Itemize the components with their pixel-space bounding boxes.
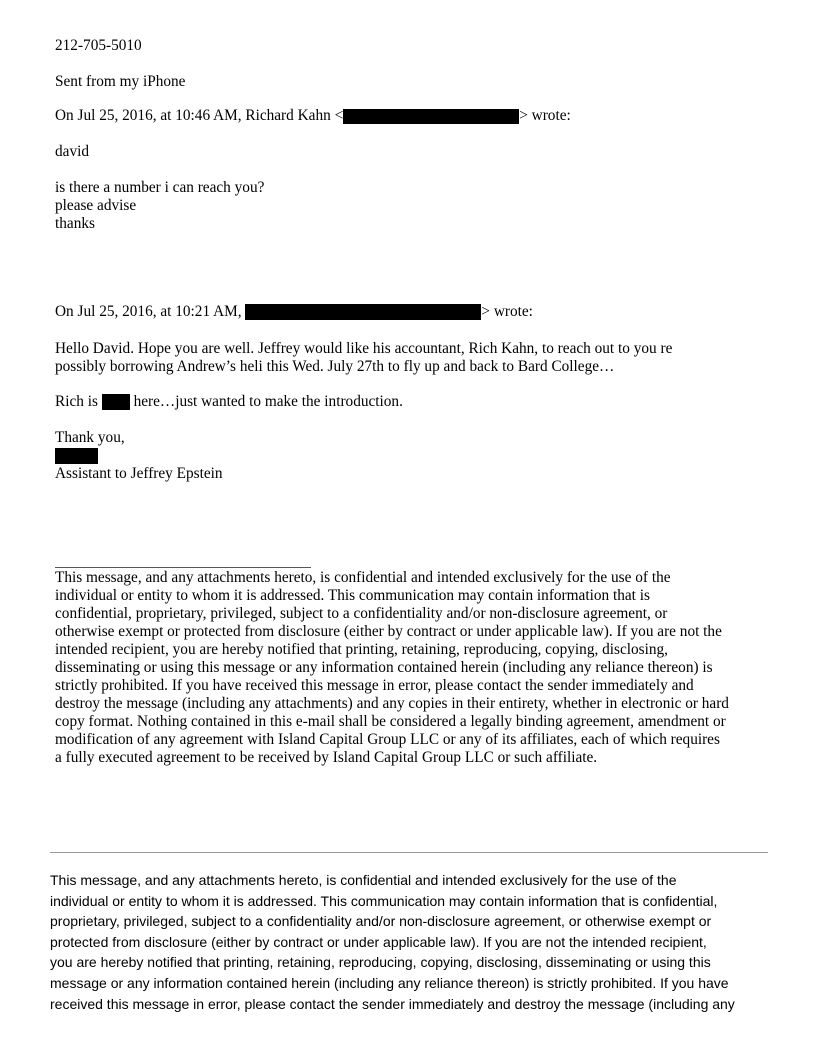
reply2-body [55,340,672,376]
reply1-greeting: david [55,143,89,160]
closing: Thank you, [55,429,125,446]
reply1-intro-line [55,107,571,125]
redacted-signature-name [55,448,98,464]
rich-intro-line [55,393,403,411]
divider-long [50,852,768,853]
reply2-body-line: possibly borrowing Andrew’s heli this Wed. July 27th to fly up and back to Bard College… [55,358,615,375]
reply1-intro-prefix: On Jul 25, 2016, at 10:46 AM, Richard Kahn < [55,107,344,124]
reply1-line: thanks [55,215,95,232]
disclaimer-line: proprietary, privileged, subject to a confidentiality and/or non-disclosure agreement, or otherwise exempt or [50,913,712,930]
reply2-body-line: Hello David. Hope you are well. Jeffrey would like his accountant, Rich Kahn, to reach out to you re [55,340,673,357]
redaction-box [343,109,519,124]
disclaimer-line: you are hereby notified that printing, retaining, reproducing, copying, disclosing, disseminating or using this [50,954,711,971]
phone-number: 212-705-5010 [55,37,142,54]
disclaimer-line: modification of any agreement with Island Capital Group LLC or any of its affiliates, each of which requires [55,731,720,748]
sent-from-signature: Sent from my iPhone [55,73,186,90]
disclaimer-line: protected from disclosure (either by contract or under applicable law). If you are not the intended recipient, [50,933,707,950]
disclaimer-line: a fully executed agreement to be received by Island Capital Group LLC or such affiliate. [55,749,598,766]
disclaimer-line: received this message in error, please contact the sender immediately and destroy the message (including any [50,995,735,1012]
reply2-intro-suffix: > wrote: [481,303,533,320]
redaction-box [245,304,481,320]
reply2-intro-line [55,303,533,321]
reply2-intro-prefix: On Jul 25, 2016, at 10:21 AM, [55,303,246,320]
disclaimer-line: disseminating or using this message or any information contained herein (including any reliance thereon) is [55,659,713,676]
disclaimer-line: individual or entity to whom it is addressed. This communication may contain information that is confidential, [50,892,718,909]
disclaimer-line: strictly prohibited. If you have received this message in error, please contact the sender immediately and [55,677,694,694]
disclaimer-line: This message, and any attachments hereto, is confidential and intended exclusively for the use of the [50,872,677,888]
disclaimer-line: intended recipient, you are hereby notified that printing, retaining, reproducing, copying, disclosing, [55,641,668,658]
disclaimer-line: individual or entity to whom it is addressed. This communication may contain information that is [55,587,650,604]
rich-suffix: here…just wanted to make the introduction. [129,393,403,410]
disclaimer-line: copy format. Nothing contained in this e-mail shall be considered a legally binding agreement, amendment or [55,713,726,730]
reply1-line: please advise [55,197,137,214]
reply1-line: is there a number i can reach you? [55,179,265,196]
divider-short [55,567,311,568]
disclaimer-line: otherwise exempt or protected from disclosure (either by contract or under applicable law). If you are not the [55,623,722,640]
reply1-intro-suffix: > wrote: [519,107,571,124]
disclaimer-line: confidential, proprietary, privileged, subject to a confidentiality and/or non-disclosure agreement, or [55,605,668,622]
disclaimer-serif [55,569,729,767]
reply1-body [55,179,264,233]
disclaimer-line: destroy the message (including any attachments) and any copies in their entirety, whether in electronic or hard [55,695,729,712]
rich-prefix: Rich is [55,393,102,410]
assistant-title: Assistant to Jeffrey Epstein [55,465,223,482]
redaction-box [102,394,130,410]
disclaimer-sans [50,870,735,1014]
disclaimer-line: This message, and any attachments hereto, is confidential and intended exclusively for the use of the [55,569,671,586]
disclaimer-line: message or any information contained herein (including any reliance thereon) is strictly prohibited. If you have [50,974,729,991]
